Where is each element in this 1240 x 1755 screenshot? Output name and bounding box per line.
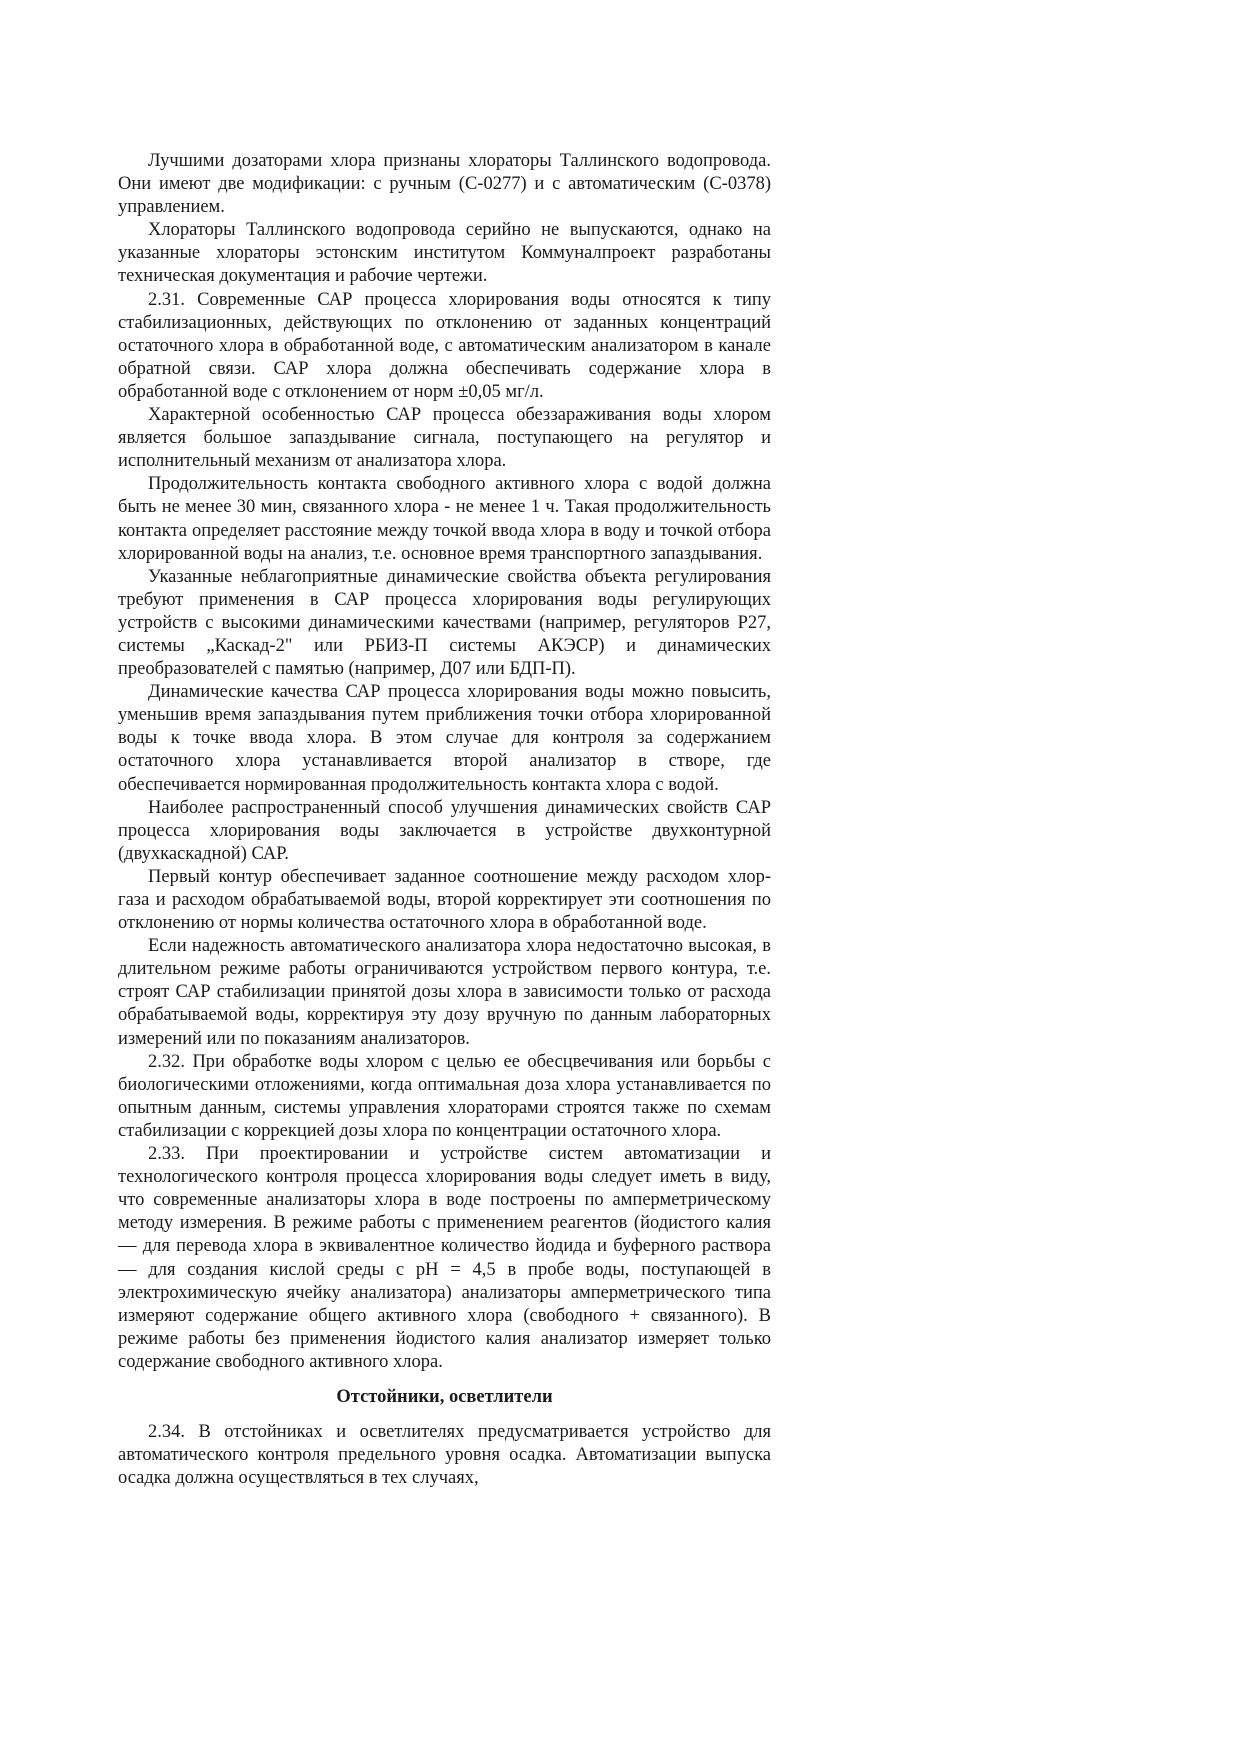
paragraph: Динамические качества САР процесса хлорирования воды можно повысить, уменьшив время запаздывания путем приближения точки отбора хлорированной воды к точке ввода хлора. В этом случае для контроля за содержанием остаточного хлора устанавливается второй анализатор в створе, где обеспечивается нормированная продолжительность контакта хлора с водой. — [118, 682, 771, 795]
paragraph: 2.32. При обработке воды хлором с целью ее обесцвечивания или борьбы с биологическими отложениями, когда оптимальная доза хлора устанавливается по опытным данным, системы управления хлораторами строятся также по схемам стабилизации с коррекцией дозы хлора по концентрации остаточного хлора. — [118, 1051, 771, 1141]
paragraph: Если надежность автоматического анализатора хлора недостаточно высокая, в длительном режиме работы ограничиваются устройством первого контура, т.е. строят САР стабилизации принятой дозы хлора в зависимости только от расхода обрабатываемой воды, корректируя эту дозу вручную по данным лабораторных измерений или по показаниям анализаторов. — [118, 936, 771, 1049]
paragraph: Хлораторы Таллинского водопровода серийно не выпускаются, однако на указанные хлораторы эстонским институтом Коммуналпроект разработаны техническая документация и рабочие чертежи. — [118, 220, 771, 287]
paragraph: Лучшими дозаторами хлора признаны хлораторы Таллинского водопровода. Они имеют две модификации: с ручным (С-0277) и с автоматическим (С-0378) управлением. — [118, 151, 771, 218]
document-page — [118, 150, 771, 1490]
paragraph: 2.33. При проектировании и устройстве систем автоматизации и технологического контроля процесса хлорирования воды следует иметь в виду, что современные анализаторы хлора в воде построены по амперметрическому методу измерения. В режиме работы с применением реагентов (йодистого калия — для перевода хлора в эквивалентное количество йодида и буферного раствора — для создания кислой среды с pH = 4,5 в пробе воды, поступающей в электрохимическую ячейку анализатора) анализаторы амперметрического типа измеряют содержание общего активного хлора (свободного + связанного). В режиме работы без применения йодистого калия анализатор измеряет только содержание свободного активного хлора. — [118, 1144, 771, 1372]
paragraph: Продолжительность контакта свободного активного хлора с водой должна быть не менее 30 мин, связанного хлора - не менее 1 ч. Такая продолжительность контакта определяет расстояние между точкой ввода хлора в воду и точкой отбора хлорированной воды на анализ, т.е. основное время транспортного запаздывания. — [118, 474, 771, 564]
paragraph: Указанные неблагоприятные динамические свойства объекта регулирования требуют применения в САР процесса хлорирования воды регулирующих устройств с высокими динамическими качествами (например, регуляторов Р27, системы „Каскад-2" или РБИЗ-П системы АКЭСР) и динамических преобразователей с памятью (например, Д07 или БДП-П). — [118, 566, 771, 680]
paragraph: 2.34. В отстойниках и осветлителях предусматривается устройство для автоматического контроля предельного уровня осадка. Автоматизации выпуска осадка должна осуществляться в тех случаях, — [118, 1422, 771, 1489]
section-heading: Отстойники, осветлители — [336, 1386, 553, 1407]
paragraph: Наиболее распространенный способ улучшения динамических свойств САР процесса хлорирования воды заключается в устройстве двухконтурной (двухкаскадной) САР. — [118, 797, 771, 864]
paragraph: Характерной особенностью САР процесса обеззараживания воды хлором является большое запаздывание сигнала, поступающего на регулятор и исполнительный механизм от анализатора хлора. — [118, 405, 771, 472]
paragraph: Первый контур обеспечивает заданное соотношение между расходом хлор-газа и расходом обрабатываемой воды, второй корректирует эти соотношения по отклонению от нормы количества остаточного хлора в обработанной воде. — [118, 866, 771, 934]
paragraph: 2.31. Современные САР процесса хлорирования воды относятся к типу стабилизационных, действующих по отклонению от заданных концентраций остаточного хлора в обработанной воде, с автоматическим анализатором в канале обратной связи. САР хлора должна обеспечивать содержание хлора в обработанной воде с отклонением от норм ±0,05 мг/л. — [118, 289, 771, 402]
